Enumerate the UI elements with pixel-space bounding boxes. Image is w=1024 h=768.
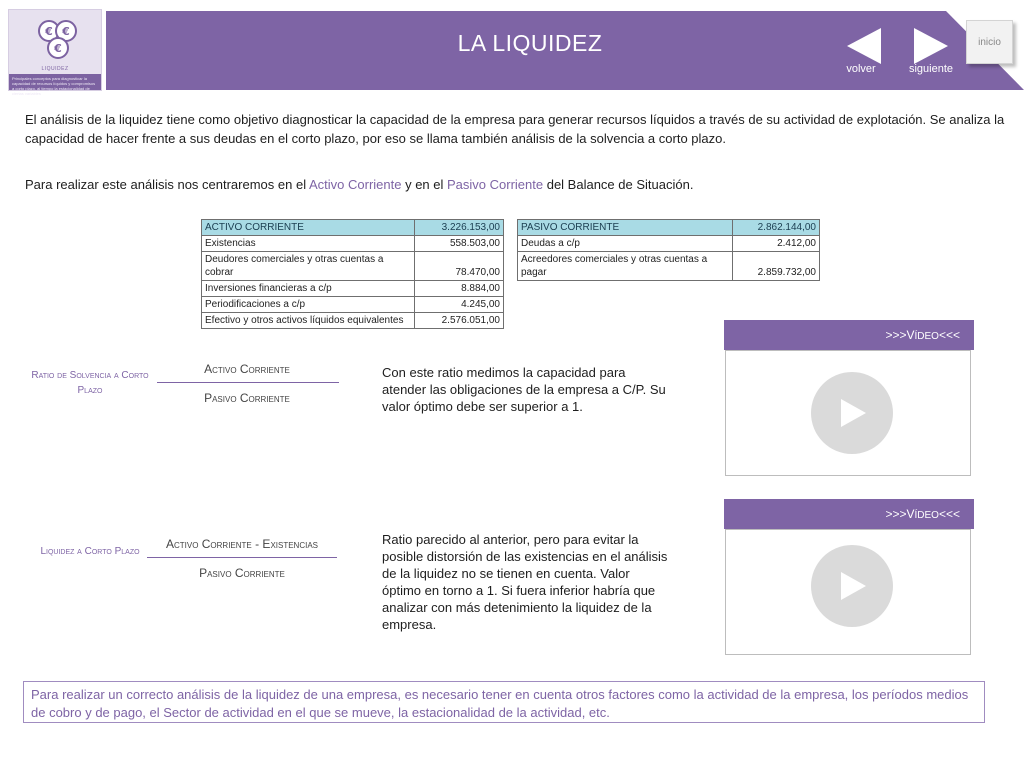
row-label: Existencias xyxy=(202,236,415,252)
row-value: 558.503,00 xyxy=(415,236,504,252)
play-icon xyxy=(811,372,893,454)
row-label: Deudores comerciales y otras cuentas a cobrar xyxy=(202,252,415,281)
table-row xyxy=(518,252,820,281)
video-2-prefix: >>>V xyxy=(885,507,915,521)
pasivo-corriente-link: Pasivo Corriente xyxy=(447,177,544,192)
slide-thumbnail xyxy=(8,9,102,96)
focus-middle: y en el xyxy=(401,177,447,192)
next-label[interactable]: siguiente xyxy=(908,63,954,75)
ratio-liquidez-numerator: Activo Corriente - Existencias xyxy=(165,537,319,551)
svg-text:€: € xyxy=(45,25,53,38)
pasivo-corriente-table xyxy=(517,219,820,281)
page-title: LA LIQUIDEZ xyxy=(457,30,603,56)
ratio-solvencia-denominator: Pasivo Corriente xyxy=(204,391,290,405)
ratio-solvencia-description: Con este ratio medimos la capacidad para atender las obligaciones de la empresa a C/P. Su valor óptimo debe ser superior a 1. xyxy=(382,365,666,414)
table-header-value: 3.226.153,00 xyxy=(415,220,504,236)
table-header-row xyxy=(518,220,820,236)
intro-paragraph: El análisis de la liquidez tiene como objetivo diagnosticar la capacidad de la empresa para generar recursos líquidos a través de su actividad de explotación. Se analiza la capacidad de hacer frente a sus deudas en el corto plazo, por eso se llama también análisis de la solvencia a corto plazo. xyxy=(25,112,1005,146)
back-button[interactable] xyxy=(841,24,885,68)
fraction-line xyxy=(157,382,339,383)
thumbnail-title: LIQUIDEZ xyxy=(41,66,69,72)
ratio-solvencia-name: Ratio de Solvencia a Corto Plazo xyxy=(31,370,149,396)
table-row xyxy=(202,313,504,329)
video-1-label: ÍDEO xyxy=(914,331,939,342)
table-row xyxy=(202,236,504,252)
video-2-link[interactable] xyxy=(724,499,974,529)
activo-corriente-table xyxy=(201,219,504,329)
row-label: Acreedores comerciales y otras cuentas a pagar xyxy=(518,252,733,281)
play-icon xyxy=(811,545,893,627)
table-row xyxy=(202,252,504,281)
next-button[interactable] xyxy=(908,24,952,68)
table-header-label: ACTIVO CORRIENTE xyxy=(202,220,415,236)
row-label: Periodificaciones a c/p xyxy=(202,297,415,313)
activo-corriente-link: Activo Corriente xyxy=(308,177,402,192)
video-2-suffix: <<< xyxy=(938,507,960,521)
thumbnail-caption: Principales conceptos para diagnosticar la capacidad de recursos líquidos y compromisos a corto plazo, al tiempo la estacionalidad de ciertas variables xyxy=(9,74,101,90)
table-row xyxy=(202,297,504,313)
svg-text:€: € xyxy=(54,42,62,55)
row-label: Deudas a c/p xyxy=(518,236,733,252)
row-value: 4.245,00 xyxy=(415,297,504,313)
row-label: Inversiones financieras a c/p xyxy=(202,281,415,297)
svg-text:€: € xyxy=(62,25,70,38)
row-value: 2.859.732,00 xyxy=(733,252,820,281)
table-row xyxy=(202,281,504,297)
video-2-label: ÍDEO xyxy=(914,510,939,521)
row-label: Efectivo y otros activos líquidos equivalentes xyxy=(202,313,415,329)
home-button[interactable]: inicio xyxy=(966,20,1013,64)
ratio-solvencia-numerator: Activo Corriente xyxy=(204,362,290,376)
euro-coins-icon xyxy=(35,18,81,64)
ratio-liquidez-description: Ratio parecido al anterior, pero para evitar la posible distorsión de las existencias en el análisis de la liquidez no se tienen en cuenta. Valor óptimo en torno a 1. Si fuera inferior habría que analizar con más detenimiento la liquidez de la empresa. xyxy=(382,532,668,632)
row-value: 2.412,00 xyxy=(733,236,820,252)
video-2-play-button[interactable] xyxy=(811,545,893,627)
table-row xyxy=(518,236,820,252)
video-1-link[interactable] xyxy=(724,320,974,350)
triangle-left-icon xyxy=(841,24,885,68)
back-label[interactable]: volver xyxy=(846,63,876,75)
focus-prefix: Para realizar este análisis nos centraremos en el xyxy=(25,177,309,192)
video-1-prefix: >>>V xyxy=(885,328,915,342)
focus-suffix: del Balance de Situación. xyxy=(543,177,694,192)
table-header-value: 2.862.144,00 xyxy=(733,220,820,236)
ratio-liquidez-name: Liquidez a Corto Plazo xyxy=(40,546,140,557)
row-value: 78.470,00 xyxy=(415,252,504,281)
row-value: 8.884,00 xyxy=(415,281,504,297)
video-1-play-button[interactable] xyxy=(811,372,893,454)
triangle-right-icon xyxy=(908,24,952,68)
table-header-label: PASIVO CORRIENTE xyxy=(518,220,733,236)
row-value: 2.576.051,00 xyxy=(415,313,504,329)
bottom-note: Para realizar un correcto análisis de la liquidez de una empresa, es necesario tener en cuenta otros factores como la actividad de la empresa, los períodos medios de cobro y de pago, el Sector de actividad en el que se mueve, la estacionalidad de la actividad, etc. xyxy=(23,681,985,723)
focus-paragraph xyxy=(25,175,1005,194)
video-1-suffix: <<< xyxy=(938,328,960,342)
table-header-row xyxy=(202,220,504,236)
fraction-line xyxy=(147,557,337,558)
ratio-liquidez-denominator: Pasivo Corriente xyxy=(199,566,285,580)
